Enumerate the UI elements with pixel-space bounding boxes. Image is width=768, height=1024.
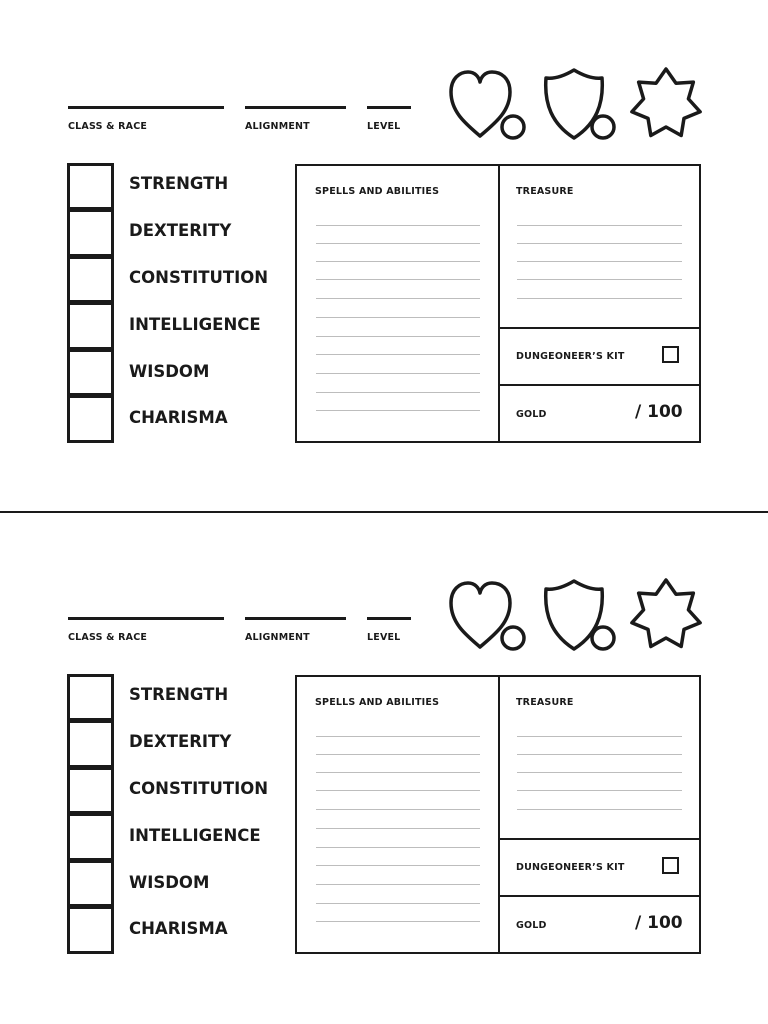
spells-writing-line[interactable] (316, 809, 480, 810)
stat-label-wisdom: WISDOM (129, 873, 210, 892)
class-race-field-label: CLASS & RACE (68, 121, 148, 132)
inventory-panel (295, 164, 701, 443)
spells-writing-line[interactable] (316, 298, 480, 299)
alignment-field[interactable] (245, 106, 346, 132)
spells-abilities-label: SPELLS AND ABILITIES (315, 697, 440, 708)
panel-divider (500, 327, 699, 329)
panel-divider (500, 384, 699, 386)
treasure-label: TREASURE (516, 186, 574, 197)
dungeoneers-kit-checkbox[interactable] (662, 857, 679, 874)
panel-divider (498, 677, 500, 952)
gold-label: GOLD (516, 409, 547, 420)
level-field[interactable] (367, 106, 411, 132)
gold-max-value: / 100 (635, 402, 683, 422)
star-icon[interactable] (629, 66, 703, 140)
spells-writing-line[interactable] (316, 410, 480, 411)
alignment-field[interactable] (245, 617, 346, 643)
spells-abilities-label: SPELLS AND ABILITIES (315, 186, 440, 197)
spells-writing-line[interactable] (316, 373, 480, 374)
shield-icon[interactable] (540, 577, 620, 655)
stat-label-strength: STRENGTH (129, 174, 229, 193)
stat-label-dexterity: DEXTERITY (129, 221, 232, 240)
treasure-writing-line[interactable] (517, 736, 682, 737)
alignment-field-label: ALIGNMENT (245, 632, 310, 643)
stat-label-intelligence: INTELLIGENCE (129, 826, 261, 845)
treasure-writing-line[interactable] (517, 243, 682, 244)
stat-label-constitution: CONSTITUTION (129, 268, 269, 287)
treasure-writing-line[interactable] (517, 279, 682, 280)
spells-writing-line[interactable] (316, 790, 480, 791)
dungeoneers-kit-label: DUNGEONEER’S KIT (516, 351, 625, 362)
stat-box-separator (70, 207, 111, 212)
gold-label: GOLD (516, 920, 547, 931)
treasure-writing-line[interactable] (517, 809, 682, 810)
treasure-label: TREASURE (516, 697, 574, 708)
stat-boxes[interactable] (67, 674, 114, 954)
stat-box-separator (70, 718, 111, 723)
stat-boxes[interactable] (67, 163, 114, 443)
treasure-writing-line[interactable] (517, 298, 682, 299)
treasure-writing-line[interactable] (517, 754, 682, 755)
stat-box-separator (70, 858, 111, 863)
spells-writing-line[interactable] (316, 828, 480, 829)
heart-icon[interactable] (446, 579, 528, 655)
shield-icon[interactable] (540, 66, 620, 144)
spells-writing-line[interactable] (316, 317, 480, 318)
stat-label-charisma: CHARISMA (129, 408, 228, 427)
treasure-writing-line[interactable] (517, 772, 682, 773)
alignment-field-label: ALIGNMENT (245, 121, 310, 132)
level-field[interactable] (367, 617, 411, 643)
character-sheet (0, 0, 768, 440)
dungeoneers-kit-checkbox[interactable] (662, 346, 679, 363)
class-race-field-label: CLASS & RACE (68, 632, 148, 643)
spells-writing-line[interactable] (316, 336, 480, 337)
level-field-label: LEVEL (367, 632, 401, 643)
treasure-writing-line[interactable] (517, 261, 682, 262)
stat-label-intelligence: INTELLIGENCE (129, 315, 261, 334)
heart-icon[interactable] (446, 68, 528, 144)
spells-writing-line[interactable] (316, 884, 480, 885)
treasure-writing-line[interactable] (517, 225, 682, 226)
stat-label-charisma: CHARISMA (129, 919, 228, 938)
panel-divider (500, 895, 699, 897)
stat-label-dexterity: DEXTERITY (129, 732, 232, 751)
stat-box-separator (70, 347, 111, 352)
stat-label-constitution: CONSTITUTION (129, 779, 269, 798)
dungeoneers-kit-label: DUNGEONEER’S KIT (516, 862, 625, 873)
stat-box-separator (70, 811, 111, 816)
level-field-label: LEVEL (367, 121, 401, 132)
panel-divider (498, 166, 500, 441)
stat-box-separator (70, 904, 111, 909)
star-icon[interactable] (629, 577, 703, 651)
spells-writing-line[interactable] (316, 261, 480, 262)
spells-writing-line[interactable] (316, 903, 480, 904)
spells-writing-line[interactable] (316, 225, 480, 226)
spells-writing-line[interactable] (316, 243, 480, 244)
stat-label-strength: STRENGTH (129, 685, 229, 704)
stat-box-separator (70, 300, 111, 305)
stat-label-wisdom: WISDOM (129, 362, 210, 381)
spells-writing-line[interactable] (316, 921, 480, 922)
treasure-writing-line[interactable] (517, 790, 682, 791)
panel-divider (500, 838, 699, 840)
stat-box-separator (70, 393, 111, 398)
character-sheet (0, 511, 768, 951)
spells-writing-line[interactable] (316, 847, 480, 848)
spells-writing-line[interactable] (316, 354, 480, 355)
stat-box-separator (70, 765, 111, 770)
stat-box-separator (70, 254, 111, 259)
class-race-field[interactable] (68, 617, 224, 643)
inventory-panel (295, 675, 701, 954)
spells-writing-line[interactable] (316, 736, 480, 737)
spells-writing-line[interactable] (316, 865, 480, 866)
spells-writing-line[interactable] (316, 754, 480, 755)
spells-writing-line[interactable] (316, 392, 480, 393)
class-race-field[interactable] (68, 106, 224, 132)
spells-writing-line[interactable] (316, 279, 480, 280)
gold-max-value: / 100 (635, 913, 683, 933)
spells-writing-line[interactable] (316, 772, 480, 773)
